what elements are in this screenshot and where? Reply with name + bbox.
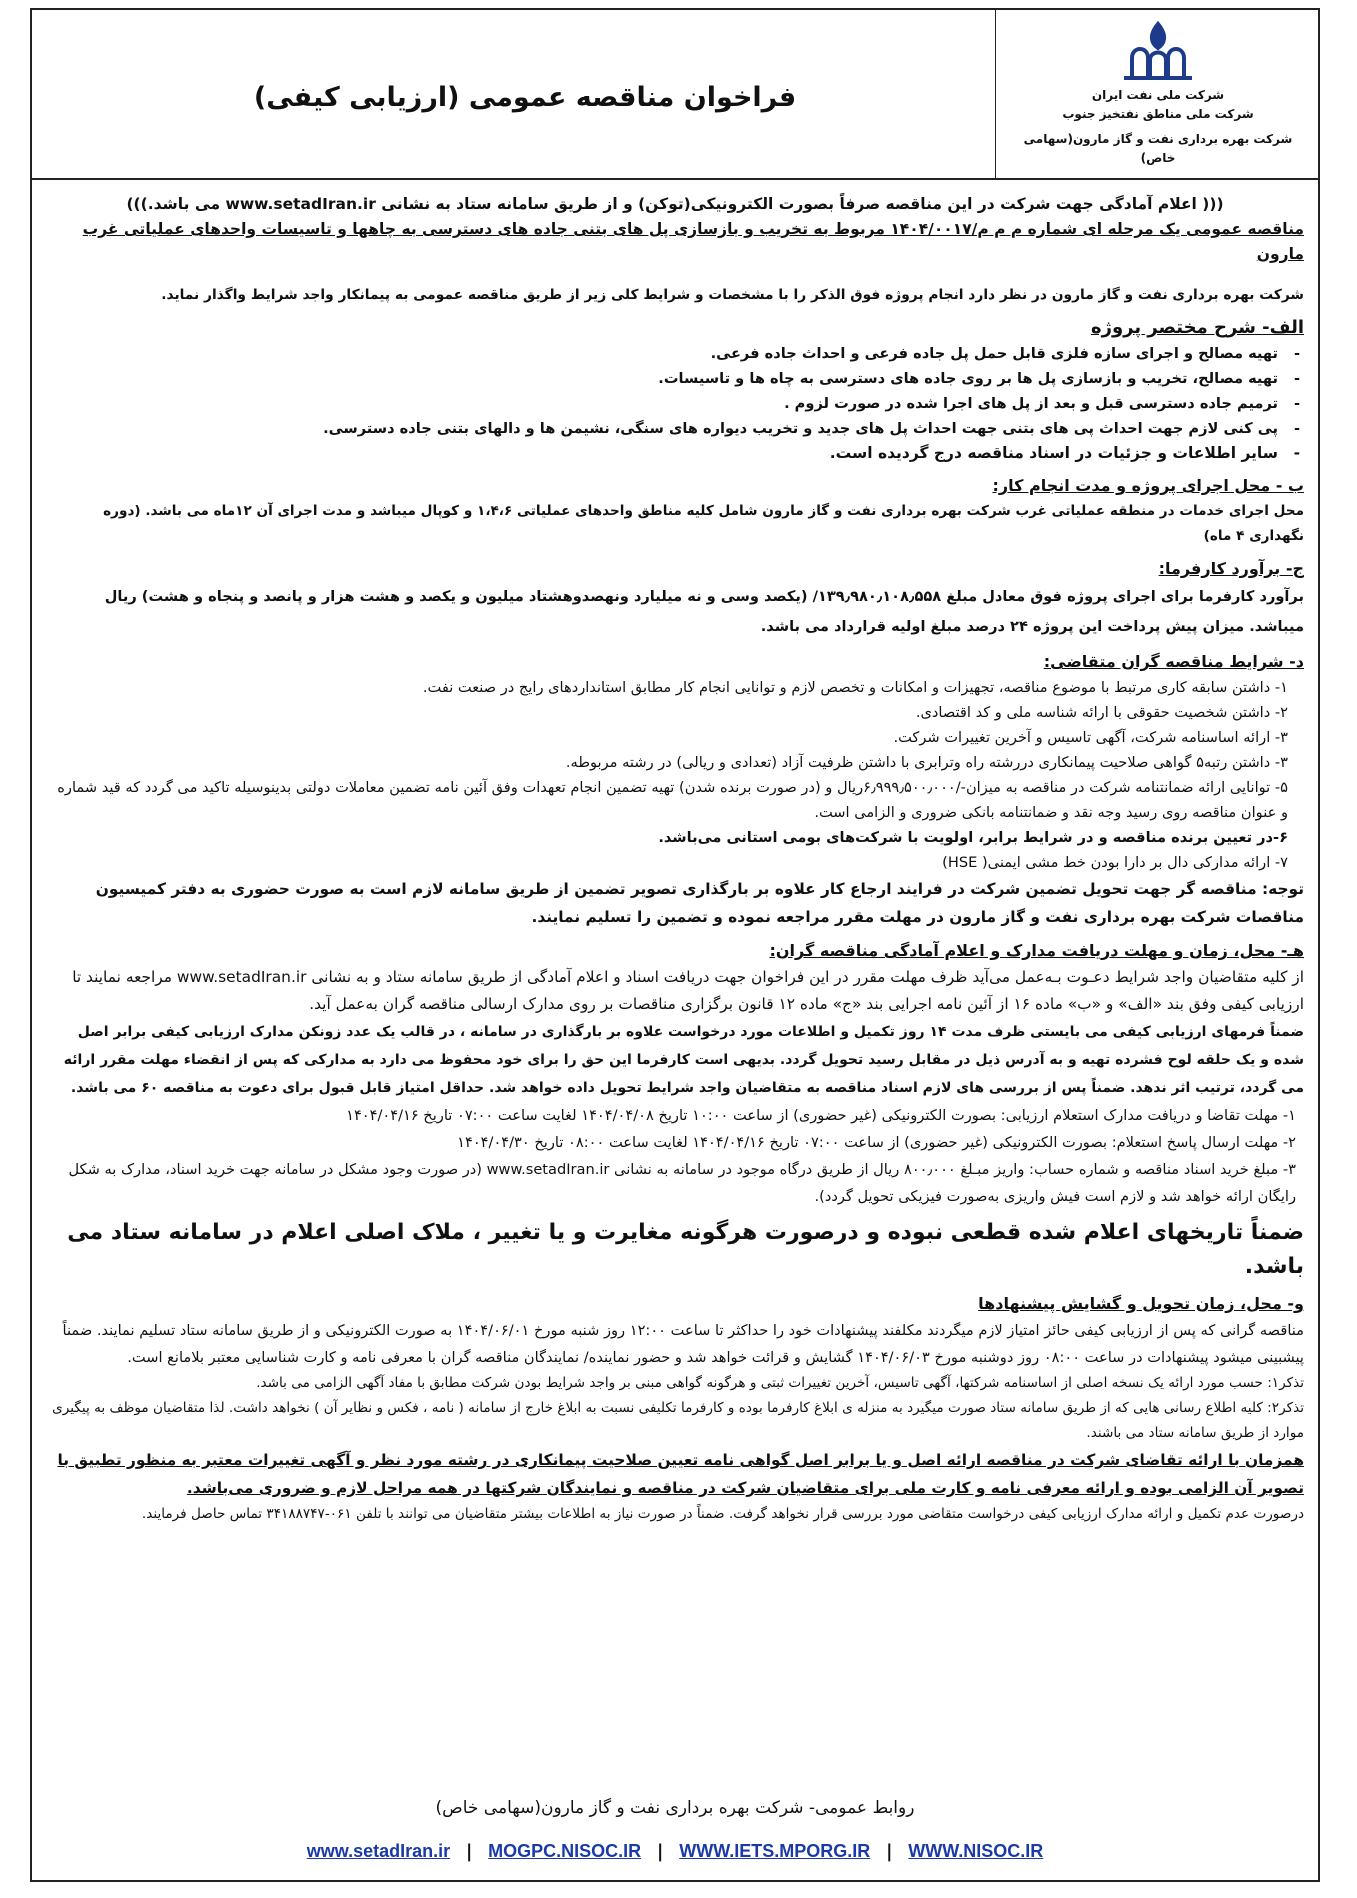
tender-title: مناقصه عمومی یک مرحله ای شماره م م م/۱۴۰۴/۰۰۱۷ مربوط به تخریب و بازسازی پل های بتنی جاده های دسترسی به چاهها و تاسیسات واحدهای عملیاتی غرب مارون [82, 220, 1304, 263]
org-line-2: شرکت ملی مناطق نفتخیز جنوب [1062, 107, 1254, 121]
section-a-heading: الف- شرح مختصر پروژه [1090, 317, 1304, 338]
nioc-logo-icon [1112, 18, 1204, 82]
note-2: تذکر۲: کلیه اطلاع رسانی هایی که از طریق سامانه ستاد صورت میگیرد به منزله ی ابلاغ کارفرما بوده و کارفرما تکلیفی نسبت به ابلاغ خارج از سامانه ( نامه ، فکس و نظایر آن ) نخواهد داشت. لذا متقاضیان موظف به پیگیری موارد از طریق سامانه ستاد می باشند. [52, 1400, 1304, 1441]
section-f-heading: و- محل، زمان تحویل و گشایش پیشنهادها [978, 1294, 1304, 1313]
list-item: ۳- مبلغ خرید اسناد مناقصه و شماره حساب: واریز مبـلغ ۸۰۰٫۰۰۰ ریال از طریق درگاه موجود در سامانه به نشانی www.setadIran.ir (در صورت وجود مشکل در سامانه جهت خرید اسناد، مدارک به شکل رایگان ارائه خواهد شد و لازم است فیش واریزی به‌صورت فیزیکی تحویل گردد). [68, 1161, 1296, 1205]
link-separator: | [465, 1841, 473, 1862]
list-item: ۵- توانایی ارائه ضمانتنامه شرکت در مناقصه به میزان-/۶٫۹۹۹٫۵۰۰٫۰۰۰ریال و (در صورت برنده شدن) تهیه تضمین انجام تعهدات وفق آئین نامه تضمین معاملات دولتی بدینوسیله تاکید می گردد که قید شماره و عنوان مناقصه روی رسید وجه نقد و ضمانتنامه بانکی ضروری و الزامی است. [57, 779, 1288, 821]
list-item: - ترمیم جاده دسترسی قبل و بعد از پل های اجرا شده در صورت لزوم . [46, 391, 1278, 416]
link-separator: | [656, 1841, 664, 1862]
section-a-list [46, 341, 1304, 466]
notice-header [32, 10, 1318, 178]
list-item: ۳- ارائه اساسنامه شرکت، آگهی تاسیس و آخرین تغییرات شرکت. [893, 729, 1288, 746]
section-c-heading: ج- برآورد کارفرما: [1158, 559, 1304, 578]
header-divider [995, 10, 996, 178]
section-b-text: محل اجرای خدمات در منطقه عملیاتی غرب شرکت بهره برداری نفت و گاز مارون شامل کلیه مناطق واحدهای عملیاتی ۱،۴،۶ و کوپال میباشد و مدت اجرای آن ۱۲ماه می باشد. (دوره نگهداری ۴ ماه) [103, 503, 1304, 544]
org-line-3: شرکت بهره برداری نفت و گاز مارون(سهامی خاص) [1023, 132, 1293, 165]
dates-disclaimer: ضمناً تاریخهای اعلام شده قطعی نبوده و درصورت هرگونه مغایرت و یا تغییر ، ملاک اصلی اعلام در سامانه ستاد می باشد. [67, 1220, 1304, 1279]
notice-frame [30, 8, 1320, 1882]
list-item: ۳- داشتن رتبه۵ گواهی صلاحیت پیمانکاری دررشته راه وترابری با داشتن ظرفیت آزاد (تعدادی و ریالی) در رشته مربوطه. [565, 754, 1288, 771]
setad-link[interactable]: www.setadIran.ir [306, 1841, 451, 1861]
iets-link[interactable]: WWW.IETS.MPORG.IR [679, 1841, 871, 1861]
section-e-paragraph-1: از کلیه متقاضیان واجد شرایط دعـوت بـه‌عمل می‌آید ظرف مهلت مقرر در این فراخوان جهت دریافت اسناد و اعلام آمادگی از طریق سامانه ستاد و به نشانی www.setadIran.ir مراجعه نمایند تا ارزیابی کیفی وفق بند «الف» و «ب» ماده ۱۶ از آئین نامه اجرایی بند «ج» ماده ۱۲ قانون برگزاری مناقصات بر روی مدارک ارسالی مناقصه گران به‌عمل آید. [72, 968, 1304, 1013]
section-e-list [46, 1102, 1304, 1210]
list-item: - پی کنی لازم جهت احداث پی های بتنی جهت احداث پل های جدید و تخریب دیواره های سنگی، نشیمن ها و دالهای بتنی جاده دسترسی. [46, 416, 1278, 441]
section-e-heading: هـ- محل، زمان و مهلت دریافت مدارک و اعلام آمادگی مناقصه گران: [769, 941, 1304, 960]
intro-paragraph: شرکت بهره برداری نفت و گاز مارون در نظر دارد انجام پروژه فوق الذکر را با مشخصات و شرایط کلی زیر از طریق مناقصه عمومی به پیمانکار واجد شرایط واگذار نماید. [161, 287, 1304, 303]
list-item: - تهیه مصالح و اجرای سازه فلزی قابل حمل پل جاده فرعی و احداث جاده فرعی. [46, 341, 1278, 366]
list-item: ۷- ارائه مدارکی دال بر دارا بودن خط مشی ایمنی( HSE) [942, 854, 1288, 871]
org-line-1: شرکت ملی نفت ایران [1091, 88, 1225, 102]
list-item: ۶-در تعیین برنده مناقصه و در شرایط برابر، اولویت با شرکت‌های بومی استانی می‌باشد. [658, 829, 1288, 846]
section-d-list [46, 675, 1304, 875]
section-b-heading: ب - محل اجرای پروژه و مدت انجام کار: [992, 476, 1304, 495]
list-item: - تهیه مصالح، تخریب و بازسازی پل ها بر روی جاده های دسترسی به چاه ها و تاسیسات. [46, 366, 1278, 391]
mogpc-link[interactable]: MOGPC.NISOC.IR [488, 1841, 642, 1861]
guarantee-note: توجه: مناقصه گر جهت تحویل تضمین شرکت در فرایند ارجاع کار علاوه بر بارگذاری تصویر تضمین از طریق سامانه لازم است به صورت حضوری به دفتر کمیسیون مناقصات شرکت بهره برداری نفت و گاز مارون در مهلت مقرر مراجعه نموده و تضمین را تسلیم نمایند. [95, 880, 1304, 926]
list-item: ۱- داشتن سابقه کاری مرتبط با موضوع مناقصه، تجهیزات و امکانات و تخصص لازم و توانایی انجام کار مطابق استانداردهای رایج در صنعت نفت. [422, 679, 1288, 696]
list-item: ۱- مهلت تقاضا و دریافت مدارک استعلام ارزیابی: بصورت الکترونیکی (غیر حضوری) از ساعت ۱۰:۰۰ تاریخ ۱۴۰۴/۰۴/۰۸ لغایت ساعت ۰۷:۰۰ تاریخ ۱۴۰۴/۰۴/۱۶ [346, 1107, 1296, 1124]
list-item: - سایر اطلاعات و جزئیات در اسناد مناقصه درج گردیده است. [46, 441, 1278, 466]
notice-body [46, 192, 1304, 1527]
company-logo-block [1008, 18, 1308, 174]
note-1: تذکر۱: حسب مورد ارائه یک نسخه اصلی از اساسنامه شرکتها، آگهی تاسیس، آخرین تغییرات ثبتی و هرگونه گواهی مبنی بر واجد شرایط بودن شرکت مطابق با مفاد آگهی الزامی می باشد. [256, 1375, 1304, 1391]
section-f-paragraph: مناقصه گرانی که پس از ارزیابی کیفی حائز امتیاز لازم میگردند مکلفند پیشنهادات خود را حداکثر تا ساعت ۱۲:۰۰ روز شنبه مورخ ۱۴۰۴/۰۶/۰۱ به صورت الکترونیکی و از طریق سامانه ستاد تسلیم نمایند. ضمناً پیشبینی میشود پیشنهادات در ساعت ۰۸:۰۰ روز دوشنبه مورخ ۱۴۰۴/۰۶/۰۳ گشایش و قرائت خواهد شد و حضور نماینده/ نمایندگان مناقصه گران با معرفی نامه و کارت شناسایی معتبر بلامانع است. [62, 1322, 1304, 1366]
list-item: ۲- مهلت ارسال پاسخ استعلام: بصورت الکترونیکی (غیر حضوری) از ساعت ۰۷:۰۰ تاریخ ۱۴۰۴/۰۴/۱۶ لغایت ساعت ۰۸:۰۰ تاریخ ۱۴۰۴/۰۴/۳۰ [457, 1134, 1296, 1151]
list-item: ۲- داشتن شخصیت حقوقی با ارائه شناسه ملی و کد اقتصادی. [915, 704, 1288, 721]
footer-organization: روابط عمومی- شرکت بهره برداری نفت و گاز مارون(سهامی خاص) [435, 1798, 915, 1818]
footer-links [32, 1841, 1318, 1862]
section-e-paragraph-2: ضمناً فرمهای ارزیابی کیفی می بایستی ظرف مدت ۱۴ روز تکمیل و اطلاعات مورد درخواست علاوه بر بارگذاری در سامانه ، در قالب یک عدد زونکن مدارک ارزیابی کیفی برابر اصل شده و یک حلقه لوح فشرده تهیه و به آدرس ذیل در مقابل رسید تحویل گردد. بدیهی است کارفرما این حق را برای خود محفوظ می دارد به مدارکی که پس از انقضاء مهلت مقرر ارائه می گردد، ترتیب اثر ندهد. ضمناً پس از بررسی های لازم اسناد مناقصه به متقاضیان واجد شرایط تحویل داده خواهد شد. حداقل امتیاز قابل قبول برای دعوت به مناقصه ۶۰ می باشد. [63, 1024, 1304, 1096]
header-bottom-rule [32, 178, 1318, 180]
section-c-text: برآورد کارفرما برای اجرای پروژه فوق معادل مبلغ ۱۳۹٫۹۸۰٫۱۰۸٫۵۵۸/ (یکصد وسی و نه میلیارد ونهصدوهشتاد میلیون و یکصد و هشت هزار و پانصد و پنجاه و هشت) ریال میباشد. میزان پیش پرداخت این پروژه ۲۴ درصد مبلغ اولیه قرارداد می باشد. [104, 588, 1304, 635]
link-separator: | [885, 1841, 893, 1862]
contact-paragraph: درصورت عدم تکمیل و ارائه مدارک ارزیابی کیفی درخواست متقاضی مورد بررسی قرار نخواهد گرفت. ضمناً در صورت نیاز به اطلاعات بیشتر متقاضیان می توانند با تلفن ۰۶۱-۳۴۱۸۸۷۴۷ تماس حاصل فرمایند. [141, 1506, 1304, 1522]
section-d-heading: د- شرایط مناقصه گران متقاضی: [1043, 652, 1304, 671]
page-title: فراخوان مناقصه عمومی (ارزیابی کیفی) [253, 82, 797, 113]
requirements-paragraph: همزمان با ارائه تقاضای شرکت در مناقصه ارائه اصل و یا برابر اصل گواهی نامه تعیین صلاحیت پیمانکاری در رشته مورد نظر و آگهی تغییرات معتبر به منظور تطبیق با تصویر آن الزامی بوده و ارائه معرفی نامه و کارت ملی برای متقاضیان شرکت در مناقصه و نمایندگان شرکتها در همه مراحل لازم و ضروری می‌باشد. [57, 1451, 1304, 1497]
nisoc-link[interactable]: WWW.NISOC.IR [908, 1841, 1044, 1861]
token-notice: ((( اعلام آمادگی جهت شرکت در این مناقصه صرفاً بصورت الکترونیکی(توکن) و از طریق سامانه ستاد به نشانی www.setadIran.ir می باشد.))) [126, 195, 1224, 213]
